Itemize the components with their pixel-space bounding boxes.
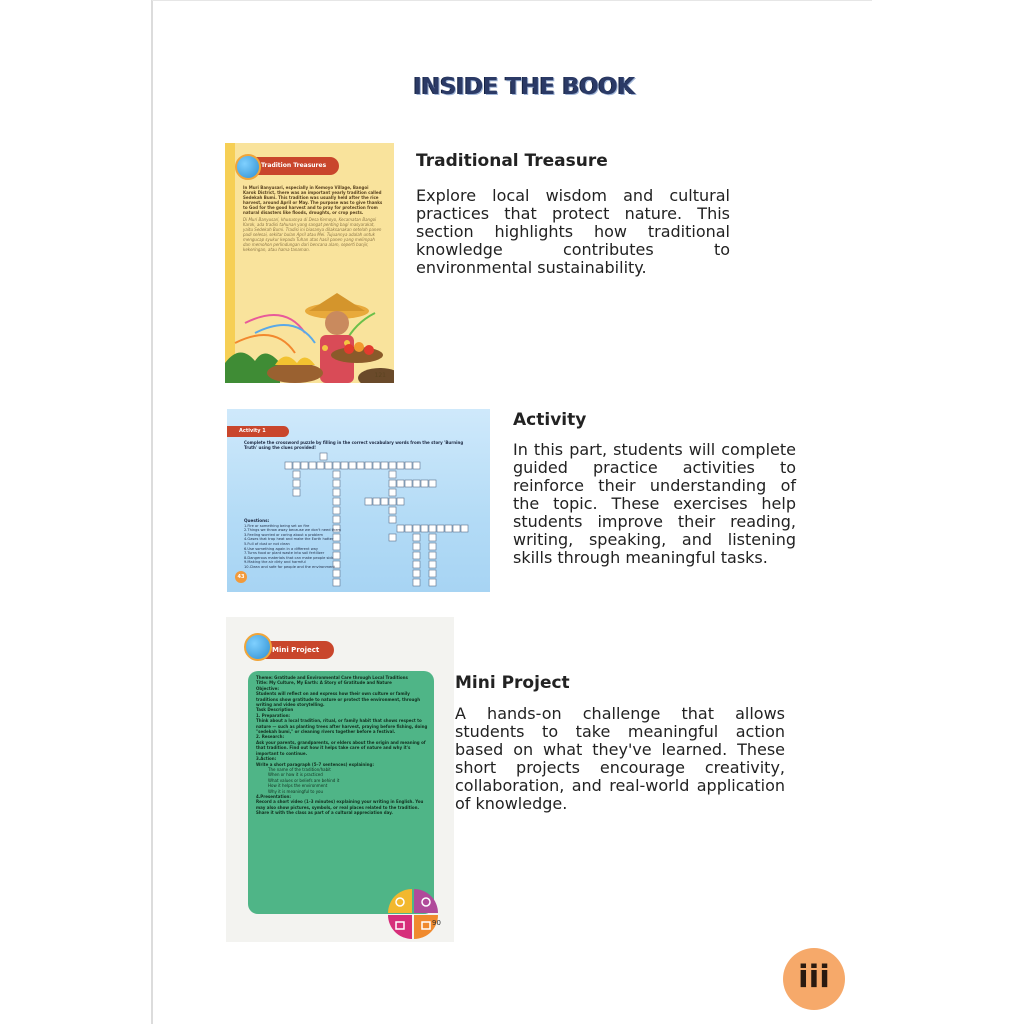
section-body-traditional-treasure: Explore local wisdom and cultural practices that protect nature. This section highlights how traditional knowledge contributes to environmental sustainability.: [416, 186, 730, 277]
section-title-traditional-treasure: Traditional Treasure: [416, 151, 608, 171]
list-item: What values or beliefs are behind it: [268, 777, 340, 783]
mini-project-thumbnail-text: Theme: Gratitude and Environmental Care through Local Traditions Title: My Culture, My Earth: A Story of Gratitude and Nature Objective: Students will reflect on and express how their own culture or family traditions show gratitude to nature or protect the environment, through writing and video storytelling. Task Description 1. Preparation: Think about a local tradition, ritual, or family habit that shows respect to nature — such as planting trees after harvest, praying before fishing, doing "sedekah bumi," or cleaning rivers together before a festival. 2. Research: Ask your parents, grandparents, or elders about the origin and meaning of that tradition. Find out how it helps take care of nature and why it's important to continue. 3.Action: Write a short paragraph (5–7 sentences) explaining: The name of the tradition/habit When or how it is practiced What values or beliefs are behind it How it helps the environment Why it is meaningful to you 4.Presentation: Record a short video (1–3 minutes) explaining your writing in English. You may also show pictures, symbols, or real places related to the tradition. Share it with the class as part of a cultural appreciation day.: [256, 675, 428, 816]
section-title-mini-project: Mini Project: [455, 673, 570, 693]
question-item: 8.Dangerous materials that can make people sick: [244, 555, 334, 560]
section-title-activity: Activity: [513, 410, 587, 430]
list-item: When or how it is practiced: [268, 772, 323, 778]
tradition-thumbnail-text: [243, 185, 383, 252]
section-body-mini-project: A hands-on challenge that allows students to take meaningful action based on what they've learned. These short projects encourage creativity, collaboration, and real-world application of knowledge.: [455, 704, 785, 813]
list-item: Why it is meaningful to you: [268, 788, 324, 794]
activity-badge: Activity 1: [227, 426, 289, 437]
activity-thumbnail: [227, 409, 490, 592]
question-item: 3.Feeling worried or caring about a problem: [244, 532, 323, 537]
list-item: The name of the tradition/habit: [268, 766, 331, 772]
question-item: 2.Things we throw away because we don't need them: [244, 528, 342, 533]
mini-project-thumbnail: [226, 617, 454, 942]
farmer-harvest-illustration: [225, 293, 394, 383]
globe-icon: [244, 633, 272, 661]
tradition-page-number: 121: [374, 372, 386, 379]
question-item: 5.Full of dust or not clean: [244, 541, 290, 546]
question-item: 6.Use something again in a different way: [244, 546, 318, 551]
page-number-badge: iii: [783, 948, 845, 1010]
page-top-edge: [152, 0, 872, 1]
tradition-badge: Tradition Treasures: [239, 157, 339, 175]
activity-instruction: Complete the crossword puzzle by filling in the correct vocabulary words from the story 'Burning Truth' using the clues provided!: [244, 440, 464, 450]
page-title: INSIDE THE BOOK: [413, 74, 635, 100]
questions-label: Questions:: [244, 518, 270, 523]
skills-wheel-icon: [386, 889, 442, 939]
tradition-para-id: Di Muri Banyusari, khususnya di Desa Kemoyo, Kecamatan Bangoi Karok, ada tradisi tahunan yang sangat penting bagi masyarakat, yaitu Sedekah Bumi. Tradisi ini biasanya dilaksanakan setelah panen padi selesai, sekitar bulan April atau Mei. Tujuannya adalah untuk mengucap syukur kepada Tuhan atas hasil panen yang melimpah dan memohon perlindungan dari bencana alam, seperti banjir, kekeringan, atau hama tanaman.: [243, 217, 382, 252]
question-item: 4.Gases that trap heat and make the Earth hotter: [244, 537, 334, 542]
mini-project-badge: Mini Project: [246, 641, 334, 659]
question-item: 9.Making the air dirty and harmful: [244, 560, 306, 565]
question-item: 7.Turns food or plant waste into soil fertilizer: [244, 551, 325, 556]
activity-questions: [244, 519, 374, 570]
globe-icon: [235, 154, 261, 180]
tradition-para-en: In Muri Banyusari, especially in Kemoyo Village, Bangoi Karok District, there was an important yearly tradition called Sedekah Bumi. This tradition was usually held after the rice harvest, around April or May. The purpose was to give thanks to God for the good harvest and to pray for protection from natural disasters like floods, droughts, or crop pests.: [243, 185, 383, 215]
section-body-activity: In this part, students will complete guided practice activities to reinforce their understanding of the topic. These exercises help students improve their reading, writing, speaking, and listening skills through meaningful tasks.: [513, 440, 796, 567]
question-item: 10.Clean and safe for people and the environment: [244, 564, 335, 569]
tradition-treasure-thumbnail: [225, 143, 394, 383]
question-item: 1.Fire or something being set on fire: [244, 523, 310, 528]
activity-page-number: 43: [235, 571, 247, 583]
mini-project-page-number: 90: [432, 919, 441, 927]
page-edge: [151, 0, 153, 1024]
list-item: How it helps the environment: [268, 783, 328, 789]
